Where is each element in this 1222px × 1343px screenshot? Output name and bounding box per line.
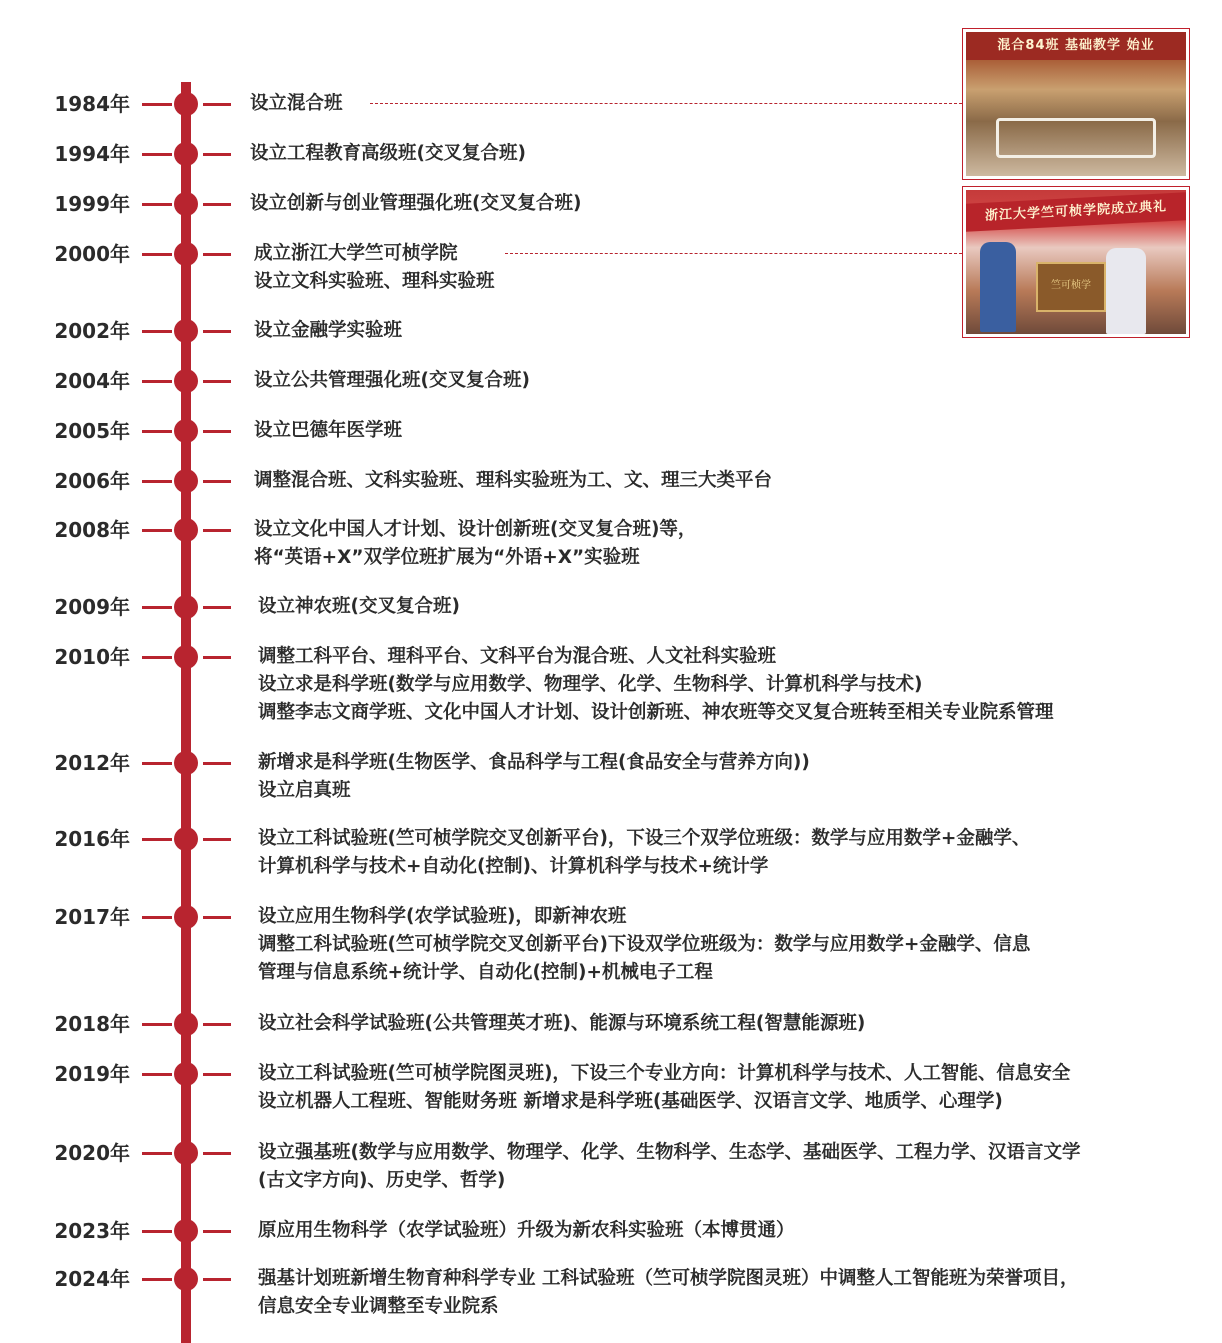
timeline-tick-left xyxy=(142,153,172,156)
timeline-tick-right xyxy=(203,606,231,609)
person-right xyxy=(1106,248,1146,334)
timeline-tick-right xyxy=(203,1073,231,1076)
timeline-event xyxy=(254,240,495,296)
conference-table xyxy=(996,118,1156,158)
timeline-event-line: 设立工程教育高级班(交叉复合班) xyxy=(250,143,526,164)
timeline-tick-left xyxy=(142,762,172,765)
timeline-event xyxy=(254,516,696,572)
timeline-event xyxy=(254,417,402,445)
timeline-year: 2017年 xyxy=(54,905,130,929)
timeline-year: 2020年 xyxy=(54,1141,130,1165)
timeline-tick-right xyxy=(203,529,231,532)
timeline-year: 2006年 xyxy=(54,469,130,493)
timeline-event-line: 设立文科实验班、理科实验班 xyxy=(254,271,495,292)
timeline-tick-right xyxy=(203,253,231,256)
timeline-node xyxy=(174,1141,198,1165)
timeline-event xyxy=(258,749,810,805)
timeline-event-line: 设立文化中国人才计划、设计创新班(交叉复合班)等， xyxy=(254,519,697,540)
timeline-event-line: 设立工科试验班(竺可桢学院交叉创新平台)，下设三个双学位班级：数学与应用数学+金融学、 xyxy=(258,828,1031,849)
timeline-tick-right xyxy=(203,656,231,659)
timeline-tick-right xyxy=(203,330,231,333)
timeline-node xyxy=(174,142,198,166)
timeline-event-line: 调整工科平台、理科平台、文科平台为混合班、人文社科实验班 xyxy=(258,646,777,667)
timeline-year: 2023年 xyxy=(54,1219,130,1243)
timeline-tick-left xyxy=(142,1023,172,1026)
timeline-event xyxy=(254,317,402,345)
timeline-tick-right xyxy=(203,430,231,433)
timeline-tick-right xyxy=(203,1023,231,1026)
timeline-year: 2005年 xyxy=(54,419,130,443)
timeline-tick-left xyxy=(142,656,172,659)
timeline-event-line: 信息安全专业调整至专业院系 xyxy=(258,1296,499,1317)
timeline-tick-left xyxy=(142,529,172,532)
timeline-event xyxy=(258,1010,865,1038)
timeline-event xyxy=(258,1139,1080,1195)
connector-1984 xyxy=(370,103,962,104)
photo-2000-image xyxy=(966,190,1186,334)
timeline-event-line: 设立金融学实验班 xyxy=(254,320,403,341)
timeline-year: 2009年 xyxy=(54,595,130,619)
timeline-node xyxy=(174,595,198,619)
photo-2000-ceremony xyxy=(962,186,1190,338)
timeline-node xyxy=(174,645,198,669)
timeline-tick-left xyxy=(142,1073,172,1076)
timeline-event-line: 设立应用生物科学(农学试验班)，即新神农班 xyxy=(258,906,627,927)
timeline-tick-left xyxy=(142,1152,172,1155)
timeline-event xyxy=(258,1265,1078,1321)
timeline-node xyxy=(174,1062,198,1086)
timeline-node xyxy=(174,419,198,443)
timeline-year: 2002年 xyxy=(54,319,130,343)
photo-2000-banner: 浙江大学竺可桢学院成立典礼 xyxy=(966,192,1186,232)
timeline-event-line: 设立创新与创业管理强化班(交叉复合班) xyxy=(250,193,582,214)
timeline-tick-left xyxy=(142,203,172,206)
timeline-year: 1999年 xyxy=(54,192,130,216)
timeline-event-line: 计算机科学与技术+自动化(控制)、计算机科学与技术+统计学 xyxy=(258,856,769,877)
timeline-event xyxy=(254,467,772,495)
timeline-year: 2019年 xyxy=(54,1062,130,1086)
timeline-event-line: 管理与信息系统+统计学、自动化(控制)+机械电子工程 xyxy=(258,962,713,983)
timeline-node xyxy=(174,1012,198,1036)
timeline-tick-left xyxy=(142,103,172,106)
timeline-event-line: 设立启真班 xyxy=(258,780,351,801)
timeline-tick-right xyxy=(203,153,231,156)
timeline-year: 2004年 xyxy=(54,369,130,393)
timeline-tick-right xyxy=(203,1230,231,1233)
timeline-event xyxy=(258,1217,795,1245)
timeline-tick-left xyxy=(142,606,172,609)
timeline-event-line: 调整混合班、文科实验班、理科实验班为工、文、理三大类平台 xyxy=(254,470,773,491)
timeline-tick-left xyxy=(142,916,172,919)
timeline-event-line: 调整李志文商学班、文化中国人才计划、设计创新班、神农班等交叉复合班转至相关专业院系管理 xyxy=(258,702,1054,723)
timeline-tick-right xyxy=(203,380,231,383)
timeline-tick-right xyxy=(203,480,231,483)
timeline-event-line: 设立巴德年医学班 xyxy=(254,420,403,441)
timeline-event-line: 将“英语+X”双学位班扩展为“外语+X”实验班 xyxy=(254,547,640,568)
timeline-event-line: 设立强基班(数学与应用数学、物理学、化学、生物科学、生态学、基础医学、工程力学、汉语言文学 xyxy=(258,1142,1081,1163)
timeline-event xyxy=(258,825,1030,881)
timeline-event xyxy=(258,643,1054,727)
timeline-tick-right xyxy=(203,1152,231,1155)
timeline-tick-left xyxy=(142,480,172,483)
timeline-node xyxy=(174,369,198,393)
timeline-event-line: 设立工科试验班(竺可桢学院图灵班)，下设三个专业方向：计算机科学与技术、人工智能、信息安全 xyxy=(258,1063,1071,1084)
timeline-event-line: 原应用生物科学（农学试验班）升级为新农科实验班（本博贯通） xyxy=(258,1220,795,1241)
timeline-tick-right xyxy=(203,103,231,106)
timeline-node xyxy=(174,242,198,266)
timeline-event-line: 新增求是科学班(生物医学、食品科学与工程(食品安全与营养方向)) xyxy=(258,752,810,773)
timeline-tick-left xyxy=(142,380,172,383)
timeline-node xyxy=(174,92,198,116)
timeline-node xyxy=(174,1267,198,1291)
timeline-event-line: 设立社会科学试验班(公共管理英才班)、能源与环境系统工程(智慧能源班) xyxy=(258,1013,866,1034)
timeline-node xyxy=(174,827,198,851)
timeline-event-line: 设立公共管理强化班(交叉复合班) xyxy=(254,370,530,391)
timeline-event-line: 设立求是科学班(数学与应用数学、物理学、化学、生物科学、计算机科学与技术) xyxy=(258,674,923,695)
timeline-event-line: 设立机器人工程班、智能财务班 新增求是科学班(基础医学、汉语言文学、地质学、心理学) xyxy=(258,1091,1003,1112)
timeline-event xyxy=(254,367,530,395)
timeline-node xyxy=(174,905,198,929)
timeline-year: 2018年 xyxy=(54,1012,130,1036)
timeline-year: 2016年 xyxy=(54,827,130,851)
person-left xyxy=(980,242,1016,332)
timeline-tick-left xyxy=(142,838,172,841)
timeline-event xyxy=(258,903,1030,987)
timeline-event-line: 设立混合班 xyxy=(250,93,343,114)
timeline-tick-right xyxy=(203,203,231,206)
timeline-node xyxy=(174,319,198,343)
timeline-event xyxy=(250,90,343,118)
photo-1984-image xyxy=(966,32,1186,176)
timeline-node xyxy=(174,518,198,542)
timeline-node xyxy=(174,192,198,216)
timeline-event xyxy=(250,190,581,218)
timeline-tick-right xyxy=(203,1278,231,1281)
timeline-year: 1994年 xyxy=(54,142,130,166)
photo-1984-class xyxy=(962,28,1190,180)
timeline-year: 2012年 xyxy=(54,751,130,775)
timeline-event-line: 强基计划班新增生物育种科学专业 工科试验班（竺可桢学院图灵班）中调整人工智能班为荣誉项目， xyxy=(258,1268,1079,1289)
timeline-event xyxy=(258,593,460,621)
photo-1984-banner: 混合84班 基础教学 始业 xyxy=(966,32,1186,60)
connector-2000 xyxy=(505,253,962,254)
timeline-tick-left xyxy=(142,1230,172,1233)
timeline-event xyxy=(258,1060,1070,1116)
timeline-year: 1984年 xyxy=(54,92,130,116)
timeline-tick-right xyxy=(203,916,231,919)
timeline-tick-left xyxy=(142,430,172,433)
timeline-event-line: 成立浙江大学竺可桢学院 xyxy=(254,243,458,264)
timeline-event-line: 设立神农班(交叉复合班) xyxy=(258,596,460,617)
timeline-tick-left xyxy=(142,253,172,256)
timeline-tick-left xyxy=(142,1278,172,1281)
timeline-node xyxy=(174,1219,198,1243)
timeline-node xyxy=(174,469,198,493)
timeline-tick-left xyxy=(142,330,172,333)
timeline-event xyxy=(250,140,526,168)
timeline-tick-right xyxy=(203,762,231,765)
timeline-year: 2000年 xyxy=(54,242,130,266)
timeline-year: 2024年 xyxy=(54,1267,130,1291)
timeline-year: 2008年 xyxy=(54,518,130,542)
timeline-year: 2010年 xyxy=(54,645,130,669)
timeline-event-line: (古文字方向)、历史学、哲学) xyxy=(258,1170,506,1191)
timeline-tick-right xyxy=(203,838,231,841)
timeline-event-line: 调整工科试验班(竺可桢学院交叉创新平台)下设双学位班级为：数学与应用数学+金融学、信息 xyxy=(258,934,1031,955)
timeline-node xyxy=(174,751,198,775)
college-plaque: 竺可桢学 xyxy=(1036,262,1106,312)
